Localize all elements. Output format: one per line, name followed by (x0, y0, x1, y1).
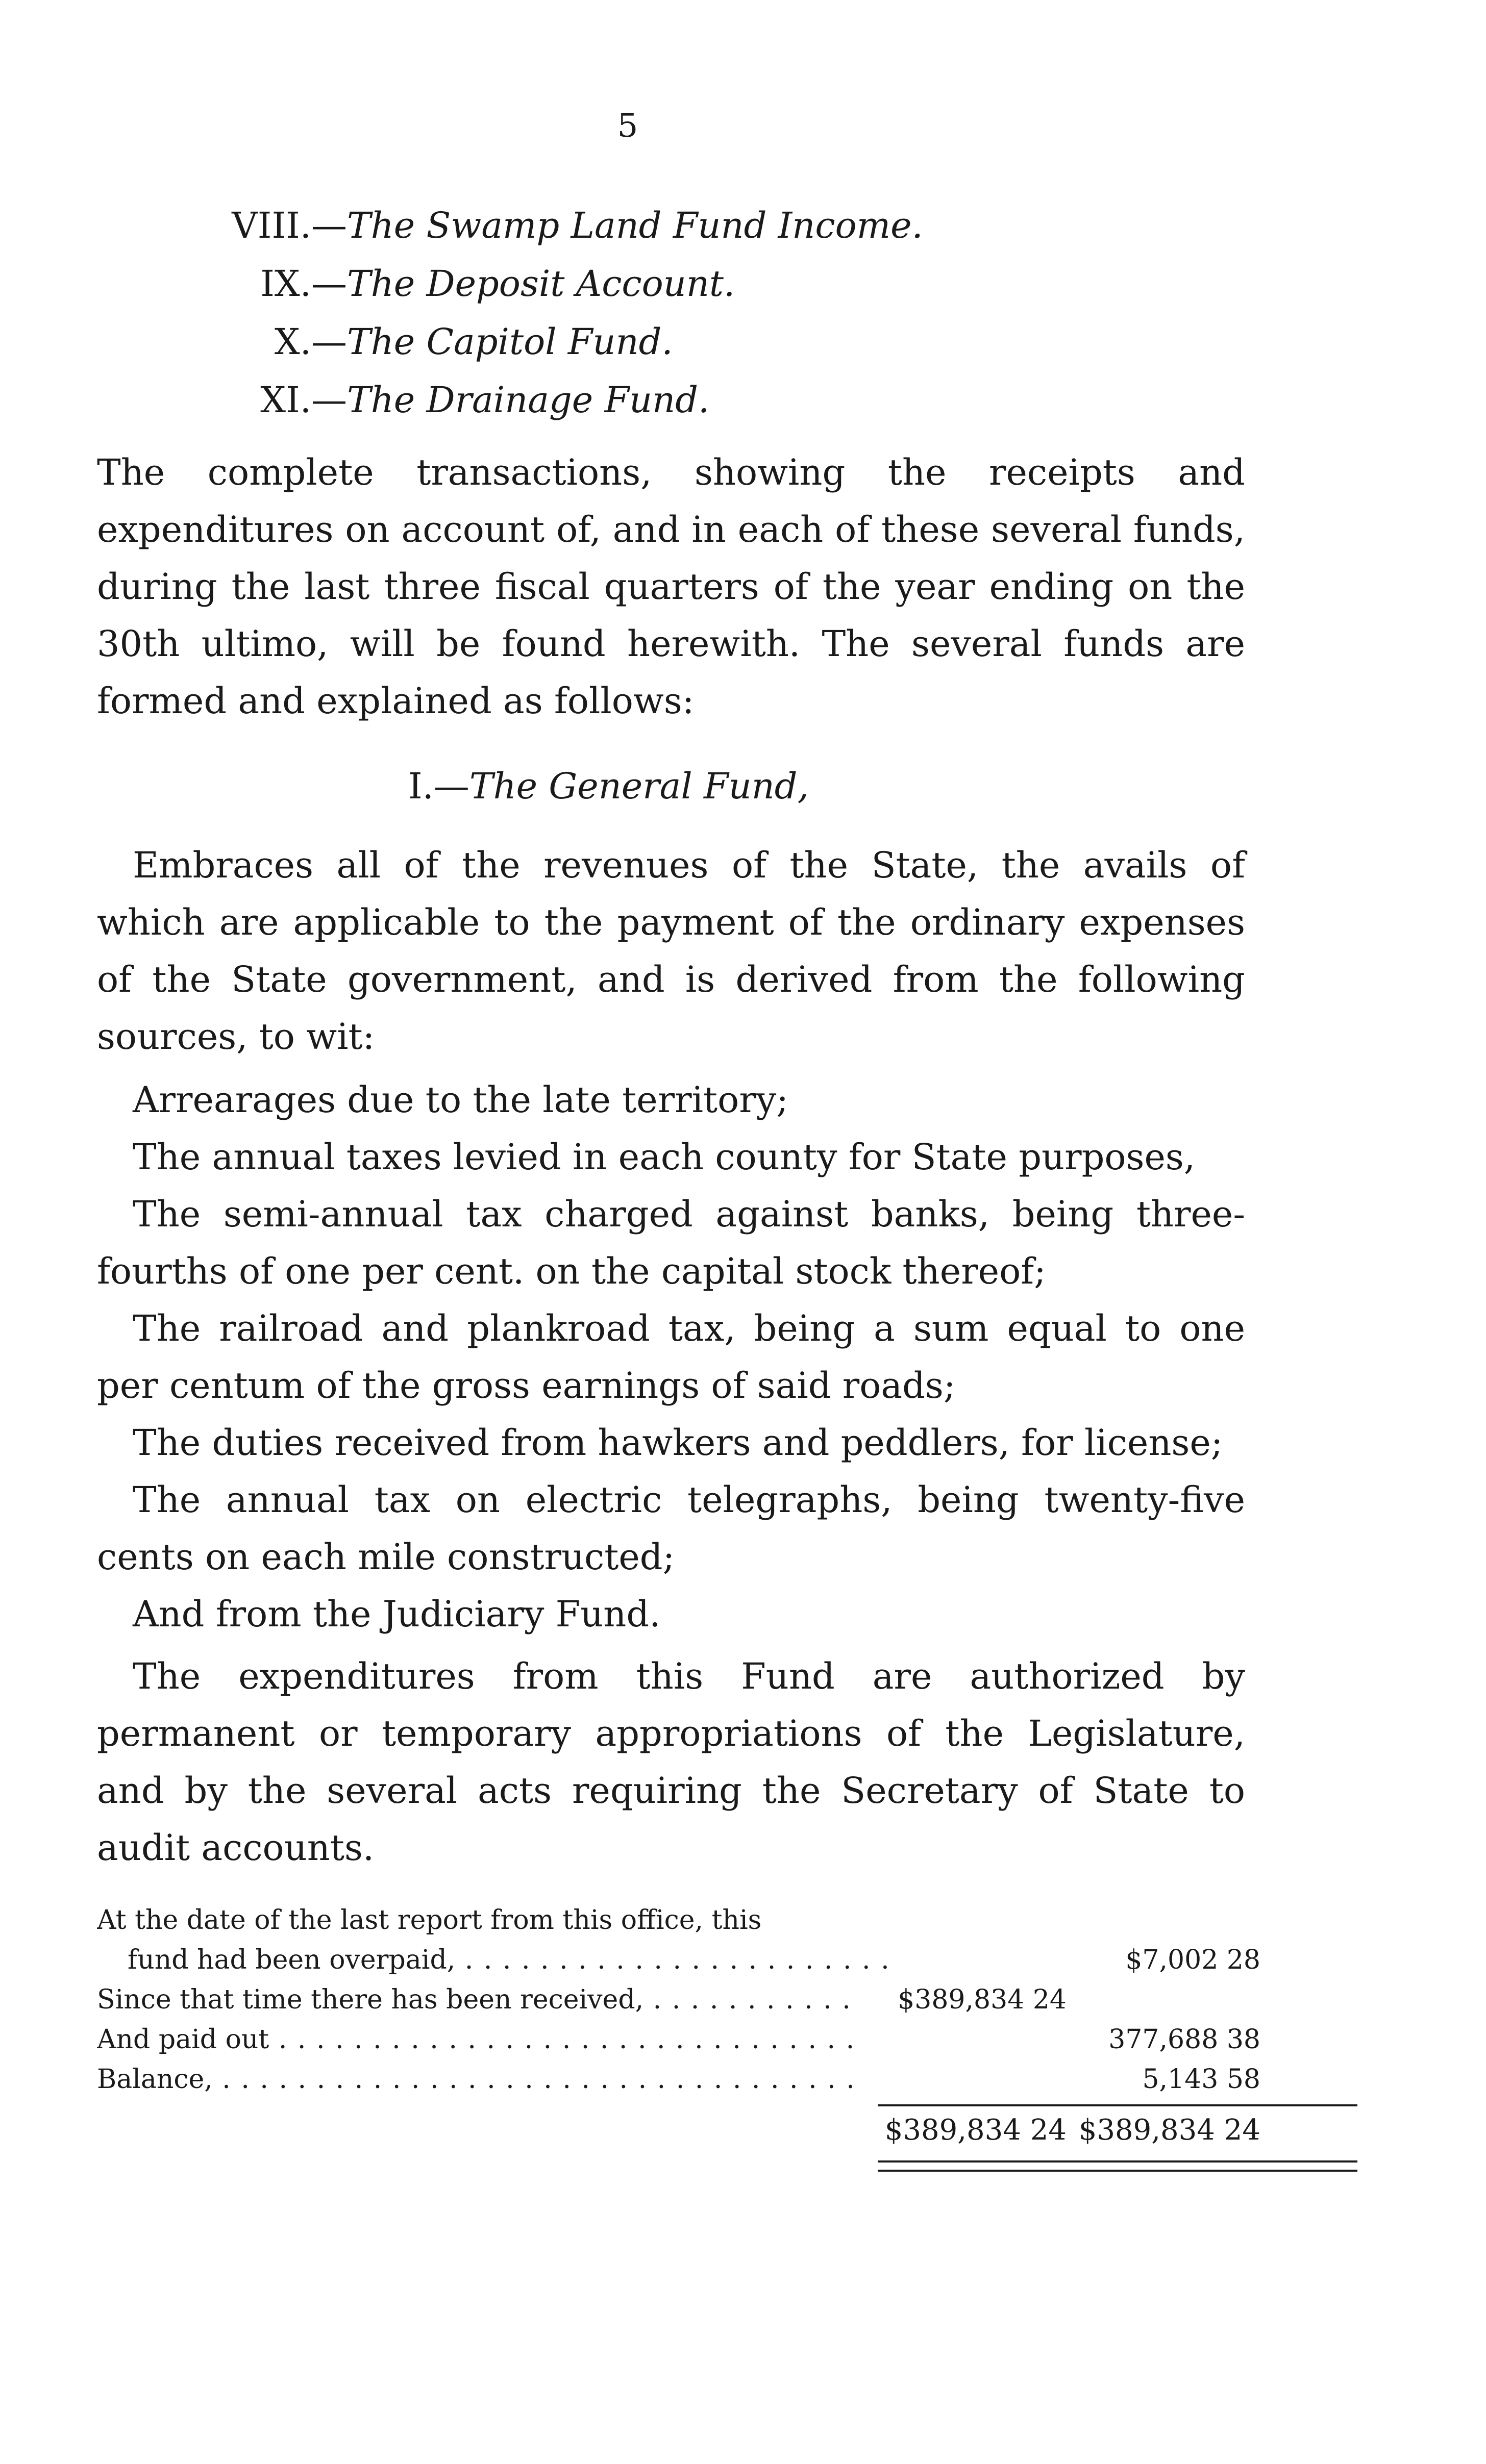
ledger-amount: $7,002 28 (1125, 1945, 1260, 1975)
page-number: 5 (617, 107, 638, 145)
ledger-label: Since that time there has been received, . . . (97, 1980, 862, 2020)
fund-numeral: IX. (260, 263, 311, 305)
ledger-amount: $389,834 24 (898, 1984, 1067, 2015)
fund-list (179, 196, 1046, 429)
ledger-total-row (97, 2110, 1271, 2150)
section-numeral: I. (408, 765, 434, 807)
revenue-source-item: Arrearages due to the late territory; (133, 1079, 788, 1121)
ledger-row (97, 2059, 1271, 2099)
ledger-row (97, 1940, 1271, 1980)
em-dash: — (311, 379, 347, 421)
revenue-source-item: The duties received from hawkers and peddlers, for license; (133, 1422, 1223, 1464)
ledger-total: $389,834 24 (884, 2114, 1067, 2147)
section-title: The General Fund, (469, 765, 809, 807)
revenue-sources-list (97, 1071, 1245, 1643)
fund-list-item (179, 313, 1046, 371)
em-dash: — (311, 263, 347, 305)
total-double-rule (878, 2160, 1357, 2172)
revenue-source-item: The semi-annual tax charged against banks, being three-fourths of one per cent. on the capital stock thereof; (97, 1193, 1245, 1292)
section-heading (408, 765, 919, 807)
fund-name: The Capitol Fund. (347, 321, 673, 363)
fund-ledger (97, 1900, 1271, 2150)
ledger-label: And paid out . . . (97, 2020, 862, 2059)
fund-name: The Drainage Fund. (347, 379, 710, 421)
fund-numeral: XI. (260, 379, 311, 421)
subtotal-rule (878, 2104, 1357, 2106)
ledger-label: At the date of the last report from this office, this (97, 1905, 762, 1935)
ledger-row (97, 2020, 1271, 2059)
fund-numeral: X. (274, 321, 311, 363)
revenue-source-item: The annual taxes levied in each county for State purposes, (133, 1136, 1196, 1178)
ledger-row (97, 1900, 1271, 1940)
fund-name: The Swamp Land Fund Income. (347, 205, 923, 246)
intro-paragraph: The complete transactions, showing the receipts and expenditures on account of, and in each of these several funds, during the last three fiscal quarters of the year ending on the 30th ultimo, will be found herewith. The several funds are formed and explained as follows: (97, 451, 1245, 722)
ledger-total: $389,834 24 (1078, 2114, 1260, 2147)
ledger-amount: 5,143 58 (1142, 2064, 1260, 2095)
fund-numeral: VIII. (232, 205, 311, 246)
ledger-label: Balance, . . . (97, 2059, 862, 2099)
section-paragraph: Embraces all of the revenues of the State, the avails of which are applicable to the payment of the ordinary expenses of the State government, and is derived from the following sources, to wit: (97, 844, 1245, 1058)
fund-list-item (179, 255, 1046, 313)
em-dash: — (311, 321, 347, 363)
revenue-source-item: The annual tax on electric telegraphs, being twenty-five cents on each mile constructed; (97, 1479, 1245, 1578)
fund-list-item (179, 371, 1046, 429)
expenditures-paragraph: The expenditures from this Fund are authorized by permanent or temporary appropriations of the Legislature, and by the several acts requiring the Secretary of State to audit accounts. (97, 1655, 1245, 1869)
ledger-label: fund had been overpaid, . . . (128, 1940, 893, 1980)
fund-list-item (179, 196, 1046, 255)
ledger-row (97, 1980, 1271, 2020)
em-dash: — (311, 205, 347, 246)
ledger-amount: 377,688 38 (1108, 2024, 1260, 2055)
em-dash: — (433, 765, 469, 807)
revenue-source-item: The railroad and plankroad tax, being a sum equal to one per centum of the gross earnings of said roads; (97, 1308, 1245, 1406)
revenue-source-item: And from the Judiciary Fund. (133, 1593, 661, 1635)
fund-name: The Deposit Account. (347, 263, 735, 305)
